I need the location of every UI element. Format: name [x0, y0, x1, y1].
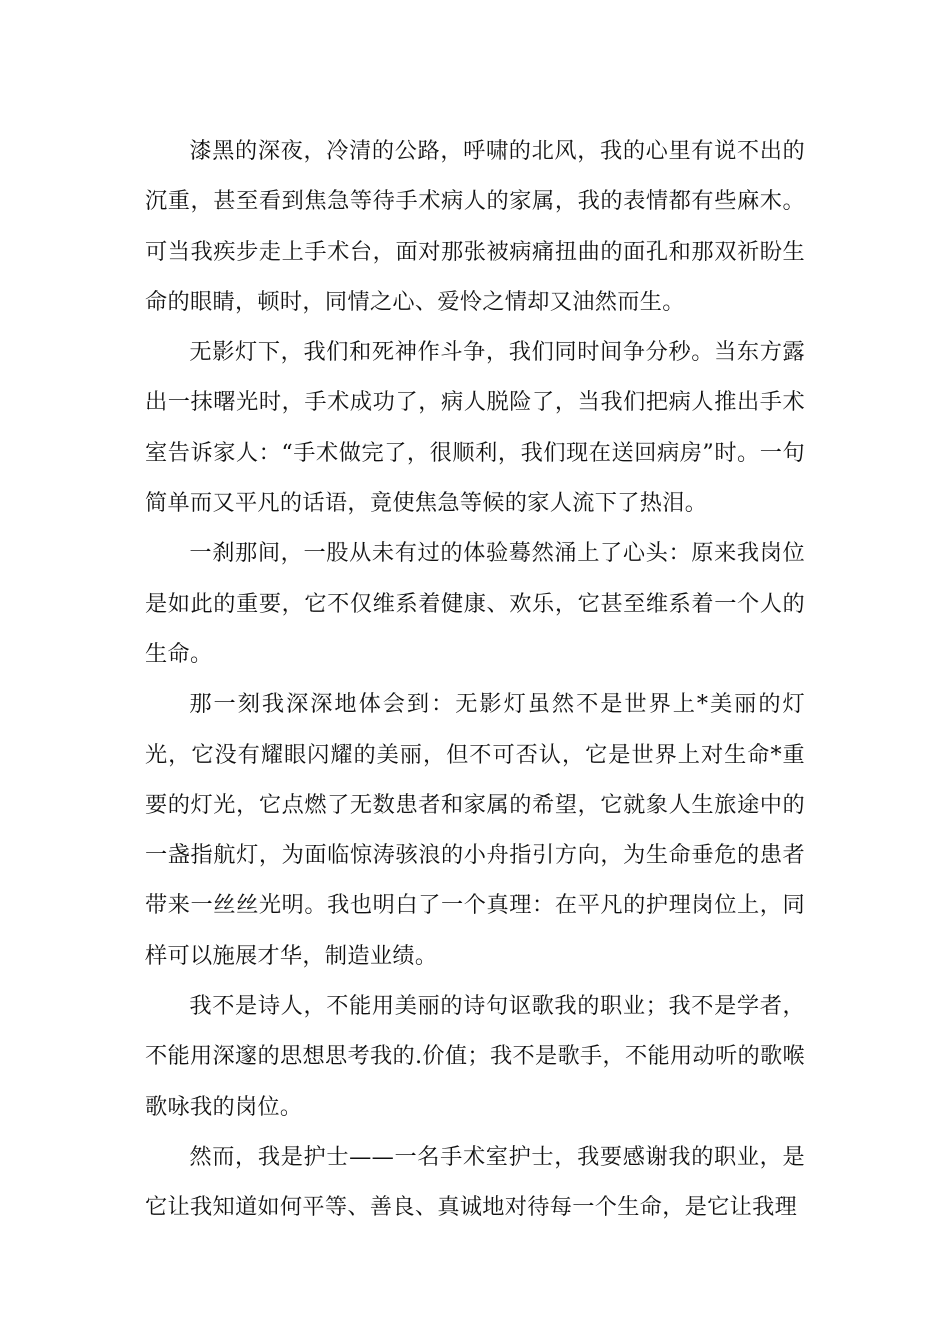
- paragraph-4: 那一刻我深深地体会到：无影灯虽然不是世界上*美丽的灯光，它没有耀眼闪耀的美丽，但不可否认，它是世界上对生命*重要的灯光，它点燃了无数患者和家属的希望，它就象人生旅途中的一盏指航灯，为面临惊涛骇浪的小舟指引方向，为生命垂危的患者带来一丝丝光明。我也明白了一个真理：在平凡的护理岗位上，同样可以施展才华，制造业绩。: [145, 691, 805, 969]
- paragraph-2: 无影灯下，我们和死神作斗争，我们同时间争分秒。当东方露出一抹曙光时，手术成功了，病人脱险了，当我们把病人推出手术室告诉家人：“手术做完了，很顺利，我们现在送回病房”时。一句简单而又平凡的话语，竟使焦急等候的家人流下了热泪。: [145, 339, 805, 517]
- document-body: [145, 126, 805, 1233]
- paragraph-3: 一刹那间，一股从未有过的体验蓦然涌上了心头：原来我岗位是如此的重要，它不仅维系着健康、欢乐，它甚至维系着一个人的生命。: [145, 540, 805, 667]
- paragraph-5: 我不是诗人，不能用美丽的诗句讴歌我的职业；我不是学者，不能用深邃的思想思考我的.价值；我不是歌手，不能用动听的歌喉歌咏我的岗位。: [145, 993, 805, 1120]
- paragraph-6: 然而，我是护士——一名手术室护士，我要感谢我的职业，是它让我知道如何平等、善良、真诚地对待每一个生命，是它让我理: [145, 1143, 805, 1221]
- paragraph-1: 漆黑的深夜，冷清的公路，呼啸的北风，我的心里有说不出的沉重，甚至看到焦急等待手术病人的家属，我的表情都有些麻木。可当我疾步走上手术台，面对那张被病痛扭曲的面孔和那双祈盼生命的眼睛，顿时，同情之心、爱怜之情却又油然而生。: [145, 138, 805, 315]
